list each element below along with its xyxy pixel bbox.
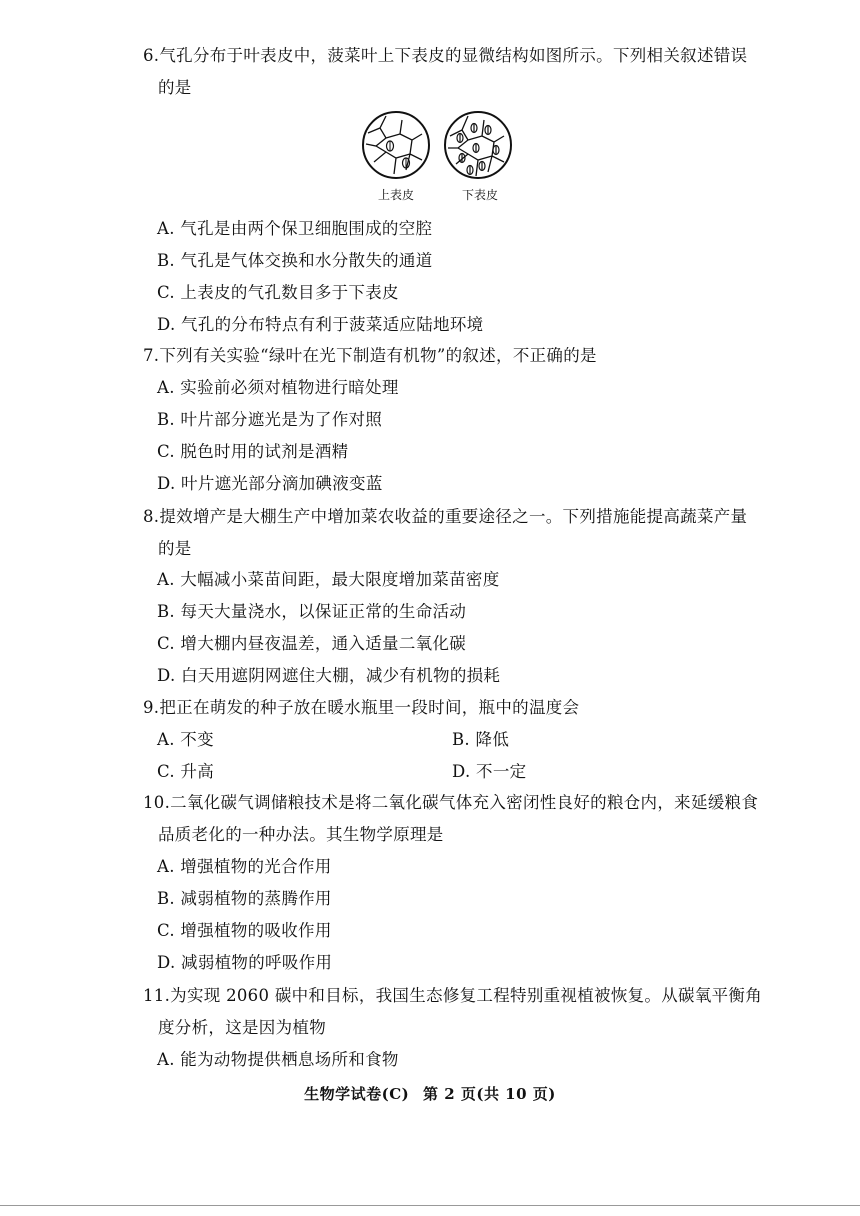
q11-stem-line2: 度分析，这是因为植物: [158, 1018, 326, 1037]
q9-option-a: A. 不变: [157, 730, 214, 749]
upper-epidermis-drawing: [363, 112, 429, 178]
page-number: 第 2 页(共 10 页): [422, 1085, 556, 1103]
q10-stem-line1: 10.二氧化碳气调储粮技术是将二氧化碳气体充入密闭性良好的粮仓内，来延缓粮食: [143, 793, 759, 812]
q8-stem-line1: 8.提效增产是大棚生产中增加菜农收益的重要途径之一。下列措施能提高蔬菜产量: [143, 507, 748, 526]
q8-option-c: C. 增大棚内昼夜温差，通入适量二氧化碳: [157, 634, 467, 653]
q8-option-d: D. 白天用遮阴网遮住大棚，减少有机物的损耗: [157, 666, 501, 685]
q7-stem: 7.下列有关实验“绿叶在光下制造有机物”的叙述，不正确的是: [143, 346, 597, 365]
q9-option-b: B. 降低: [452, 730, 510, 749]
bottom-divider: [0, 1205, 860, 1206]
lower-epidermis-drawing: [445, 112, 511, 178]
q7-option-b: B. 叶片部分遮光是为了作对照: [157, 410, 383, 429]
q6-stem-line2: 的是: [158, 78, 192, 97]
q11-stem-line1: 11.为实现 2060 碳中和目标，我国生态修复工程特别重视植被恢复。从碳氧平衡角: [143, 986, 763, 1005]
exam-title: 生物学试卷(C): [304, 1085, 410, 1103]
q6-option-c: C. 上表皮的气孔数目多于下表皮: [157, 283, 399, 302]
q7-option-a: A. 实验前必须对植物进行暗处理: [157, 378, 399, 397]
q7-option-c: C. 脱色时用的试剂是酒精: [157, 442, 349, 461]
q9-option-c: C. 升高: [157, 762, 215, 781]
q9-option-d: D. 不一定: [452, 762, 527, 781]
label-lower-epidermis: 下表皮: [462, 188, 499, 202]
stomata-figure: [356, 108, 516, 204]
q10-option-d: D. 减弱植物的呼吸作用: [157, 953, 333, 972]
q6-option-a: A. 气孔是由两个保卫细胞围成的空腔: [157, 219, 433, 238]
q6-option-b: B. 气孔是气体交换和水分散失的通道: [157, 251, 433, 270]
q9-stem: 9.把正在萌发的种子放在暖水瓶里一段时间，瓶中的温度会: [143, 698, 580, 717]
label-upper-epidermis: 上表皮: [378, 188, 415, 202]
q10-option-a: A. 增强植物的光合作用: [157, 857, 332, 876]
q8-stem-line2: 的是: [158, 539, 192, 558]
q6-option-d: D. 气孔的分布特点有利于菠菜适应陆地环境: [157, 315, 484, 334]
q11-option-a: A. 能为动物提供栖息场所和食物: [157, 1050, 399, 1069]
q8-option-b: B. 每天大量浇水，以保证正常的生命活动: [157, 602, 467, 621]
q7-option-d: D. 叶片遮光部分滴加碘液变蓝: [157, 474, 383, 493]
page-footer: [0, 1083, 860, 1104]
q10-option-b: B. 减弱植物的蒸腾作用: [157, 889, 332, 908]
q6-stem-line1: 6.气孔分布于叶表皮中，菠菜叶上下表皮的显微结构如图所示。下列相关叙述错误: [143, 46, 748, 65]
q8-option-a: A. 大幅减小菜苗间距，最大限度增加菜苗密度: [157, 570, 500, 589]
q10-option-c: C. 增强植物的吸收作用: [157, 921, 332, 940]
epidermis-diagram: [356, 108, 516, 188]
q10-stem-line2: 品质老化的一种办法。其生物学原理是: [158, 825, 444, 844]
